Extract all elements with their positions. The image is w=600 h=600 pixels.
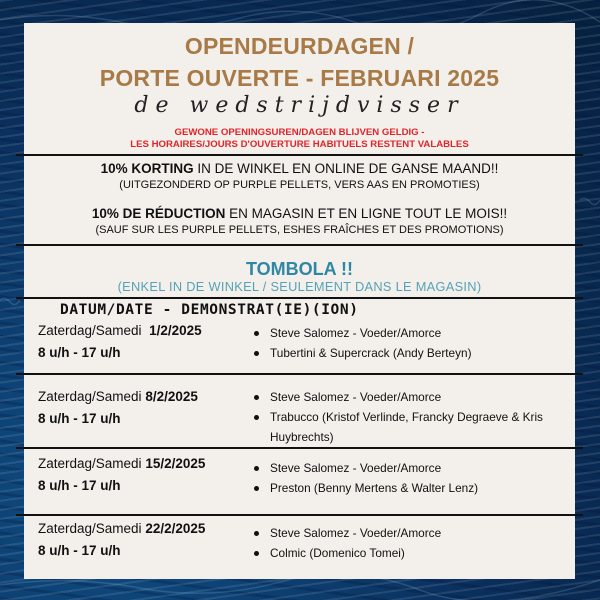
- tombola-subtitle: (ENKEL IN DE WINKEL / SEULEMENT DANS LE MAGASIN): [117, 279, 482, 294]
- day-date: 8/2/2025: [145, 389, 198, 404]
- promo-fr-highlight: 10% DE RÉDUCTION: [91, 206, 226, 221]
- schedule-day: [38, 323, 202, 338]
- list-item: Trabucco (Kristof Verlinde, Francky Degraeve & Kris Huybrechts): [253, 407, 571, 447]
- flyer-panel: [24, 23, 575, 579]
- list-item: Steve Salomez - Voeder/Amorce: [253, 323, 571, 343]
- bullet-icon: [254, 531, 259, 536]
- promo-nl-exclusions: (UITGEZONDERD OP PURPLE PELLETS, VERS AAS EN PROMOTIES): [119, 179, 480, 191]
- list-item: Colmic (Domenico Tomei): [253, 543, 571, 563]
- notice-fr: LES HORAIRES/JOURS D'OUVERTURE HABITUELS RESTENT VALABLES: [130, 139, 469, 150]
- schedule-day: [38, 389, 198, 404]
- day-label: Zaterdag/Samedi: [38, 456, 142, 471]
- list-item: Preston (Benny Mertens & Walter Lenz): [253, 478, 571, 498]
- opening-hours: 8 u/h - 17 u/h: [38, 345, 121, 360]
- bullet-icon: [254, 466, 259, 471]
- schedule-header: DATUM/DATE - DEMONSTRAT(IE)(ION): [60, 302, 359, 318]
- divider: [16, 154, 583, 156]
- notice-nl: GEWONE OPENINGSUREN/DAGEN BLIJVEN GELDIG -: [174, 127, 425, 138]
- bullet-icon: [254, 331, 259, 336]
- divider: [16, 373, 583, 375]
- schedule-day: [38, 456, 205, 471]
- divider: [16, 447, 583, 449]
- day-date: 22/2/2025: [145, 521, 206, 536]
- title-line-2: PORTE OUVERTE - FEBRUARI 2025: [99, 65, 500, 91]
- promo-nl-text: IN DE WINKEL EN ONLINE DE GANSE MAAND!!: [193, 161, 499, 176]
- brand-script-logo: de wedstrijdvisser: [134, 93, 465, 118]
- bullet-icon: [254, 551, 259, 556]
- title-line-1: OPENDEURDAGEN /: [184, 33, 415, 59]
- opening-hours: 8 u/h - 17 u/h: [38, 478, 121, 493]
- demo-list: [253, 458, 571, 498]
- demo-list: [253, 387, 571, 447]
- divider: [16, 514, 583, 516]
- opening-hours: 8 u/h - 17 u/h: [38, 543, 121, 558]
- bullet-icon: [254, 351, 259, 356]
- bullet-icon: [254, 395, 259, 400]
- day-label: Zaterdag/Samedi: [38, 389, 142, 404]
- schedule-row: [24, 521, 575, 576]
- promo-nl-highlight: 10% KORTING: [100, 161, 194, 176]
- demo-list: [253, 323, 571, 363]
- promo-fr-text: EN MAGASIN ET EN LIGNE TOUT LE MOIS!!: [225, 206, 508, 221]
- schedule-row: [24, 456, 575, 511]
- bullet-icon: [254, 486, 259, 491]
- tombola-title: TOMBOLA !!: [246, 259, 353, 279]
- promo-nl: [24, 161, 575, 191]
- day-label: Zaterdag/Samedi: [38, 323, 142, 338]
- opening-hours: 8 u/h - 17 u/h: [38, 411, 121, 426]
- list-item: Steve Salomez - Voeder/Amorce: [253, 523, 571, 543]
- list-item: Tubertini & Supercrack (Andy Berteyn): [253, 343, 571, 363]
- demo-list: [253, 523, 571, 563]
- day-date: 15/2/2025: [145, 456, 206, 471]
- schedule-day: [38, 521, 205, 536]
- bullet-icon: [254, 415, 259, 420]
- divider: [16, 297, 583, 299]
- promo-fr: [24, 206, 575, 236]
- list-item: Steve Salomez - Voeder/Amorce: [253, 387, 571, 407]
- divider: [16, 244, 583, 246]
- day-label: Zaterdag/Samedi: [38, 521, 142, 536]
- promo-fr-exclusions: (SAUF SUR LES PURPLE PELLETS, ESHES FRAÎCHES ET DES PROMOTIONS): [95, 224, 504, 236]
- list-item: Steve Salomez - Voeder/Amorce: [253, 458, 571, 478]
- day-date: 1/2/2025: [149, 323, 202, 338]
